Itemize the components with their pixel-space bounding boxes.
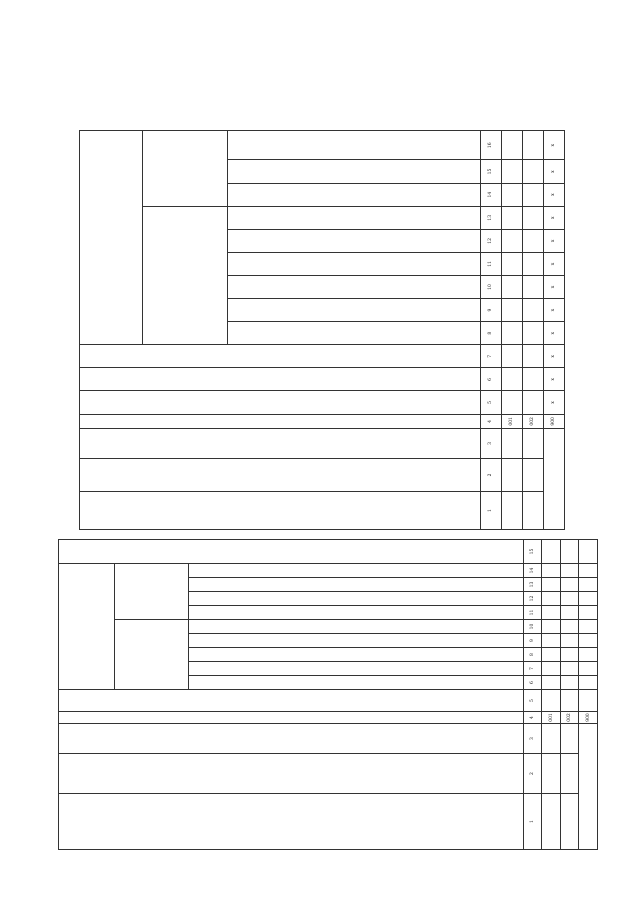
section-1-block (70, 130, 570, 530)
s1-h-salary-count-group (143, 206, 227, 345)
table-row (522, 131, 543, 530)
s2-h-col-14 (189, 563, 524, 577)
s2-h-col-10 (189, 620, 524, 634)
s2-colnum: 5 (523, 690, 542, 712)
s1-mark: x (543, 275, 564, 298)
s1-h-category (80, 458, 481, 492)
s1-colnum: 12 (480, 229, 501, 252)
s1-mark: x (543, 322, 564, 345)
s2-colnum: 2 (523, 754, 542, 794)
s1-colnum: 1 (480, 492, 501, 530)
s2-h-position (59, 794, 524, 850)
s1-colnum: 11 (480, 252, 501, 275)
s2-h-category (59, 754, 524, 794)
s1-colnum: 10 (480, 275, 501, 298)
table-row (579, 539, 598, 849)
table-row (542, 539, 561, 849)
s2-colnum: 10 (523, 620, 542, 634)
s1-colnum: 2 (480, 458, 501, 492)
s2-row-code: 002 (560, 712, 579, 724)
s1-mark: x (543, 345, 564, 368)
s1-total-label (543, 429, 564, 530)
s1-h-row-code (80, 414, 481, 429)
s2-colnum: 7 (523, 662, 542, 676)
s1-colnum: 14 (480, 183, 501, 206)
s2-h-wage-fund-year (59, 539, 524, 563)
s1-colnum: 8 (480, 322, 501, 345)
s1-h-actual-count (80, 368, 481, 391)
s2-h-col-12 (189, 592, 524, 606)
s1-row-code: 002 (522, 414, 543, 429)
s2-colnum: 6 (523, 676, 542, 690)
s2-h-wage-fund (59, 690, 524, 712)
s1-h-col-8 (227, 322, 480, 345)
s1-colnum: 4 (480, 414, 501, 429)
s2-row-code: 001 (542, 712, 561, 724)
s2-total-label (579, 724, 598, 850)
s2-row-code: 900 (579, 712, 598, 724)
s2-h-col-7 (189, 662, 524, 676)
s1-mark: x (543, 368, 564, 391)
s2-h-col-13 (189, 578, 524, 592)
s1-mark: x (543, 131, 564, 161)
s1-h-group (80, 429, 481, 458)
s1-mark: x (543, 229, 564, 252)
s2-h-row-code (59, 712, 524, 724)
s1-row-code: 001 (501, 414, 522, 429)
s1-h-col-16 (227, 131, 480, 161)
s1-colnum: 7 (480, 345, 501, 368)
s1-colnum: 16 (480, 131, 501, 161)
table-row (501, 131, 522, 530)
s2-colnum: 9 (523, 634, 542, 648)
s2-colnum: 8 (523, 648, 542, 662)
s1-h-col-9 (227, 299, 480, 322)
s1-h-salary-month-group (143, 131, 227, 207)
s2-h-col-6 (189, 676, 524, 690)
s2-h-count-group (114, 620, 188, 690)
s1-h-col-14 (227, 183, 480, 206)
section-2-table (58, 539, 598, 850)
s2-h-col-11 (189, 606, 524, 620)
section-2-title-b (49, 550, 58, 850)
section-1-table (79, 130, 565, 530)
s2-colnum: 1 (523, 794, 542, 850)
s1-h-col-12 (227, 229, 480, 252)
s2-h-group (59, 724, 524, 754)
s2-colnum: 11 (523, 606, 542, 620)
table-row (543, 131, 564, 530)
s1-colnum: 9 (480, 299, 501, 322)
s1-colnum: 6 (480, 368, 501, 391)
s2-column-number-row (523, 539, 542, 849)
s1-colnum: 15 (480, 160, 501, 183)
s1-column-number-row (480, 131, 501, 530)
s1-h-col-15 (227, 160, 480, 183)
form-number (606, 30, 618, 90)
s2-colnum: 15 (523, 539, 542, 563)
section-2-block (40, 550, 600, 850)
s1-mark: x (543, 299, 564, 322)
s1-row-code: 900 (543, 414, 564, 429)
s1-mark: x (543, 206, 564, 229)
s2-h-additional-payments (59, 563, 115, 689)
s1-colnum: 3 (480, 429, 501, 458)
s2-colnum: 12 (523, 592, 542, 606)
s1-h-col-11 (227, 252, 480, 275)
s2-h-col-8 (189, 648, 524, 662)
s2-colnum: 4 (523, 712, 542, 724)
s1-mark: x (543, 160, 564, 183)
section-2-title-a (40, 550, 49, 850)
s2-colnum: 13 (523, 578, 542, 592)
s1-h-col-10 (227, 275, 480, 298)
s1-colnum: 13 (480, 206, 501, 229)
table-row (560, 539, 579, 849)
s1-h-additional-payments (80, 131, 143, 345)
s1-mark: x (543, 391, 564, 414)
s1-h-official-salary (80, 345, 481, 368)
s2-colnum: 3 (523, 724, 542, 754)
s2-h-salary-group (114, 563, 188, 619)
s1-h-position (80, 492, 481, 530)
s2-colnum: 14 (523, 563, 542, 577)
s1-mark: x (543, 252, 564, 275)
s1-colnum: 5 (480, 391, 501, 414)
s1-mark: x (543, 183, 564, 206)
s1-h-established-count (80, 391, 481, 414)
s1-h-col-13 (227, 206, 480, 229)
section-1-title (70, 130, 79, 530)
s2-h-col-9 (189, 634, 524, 648)
